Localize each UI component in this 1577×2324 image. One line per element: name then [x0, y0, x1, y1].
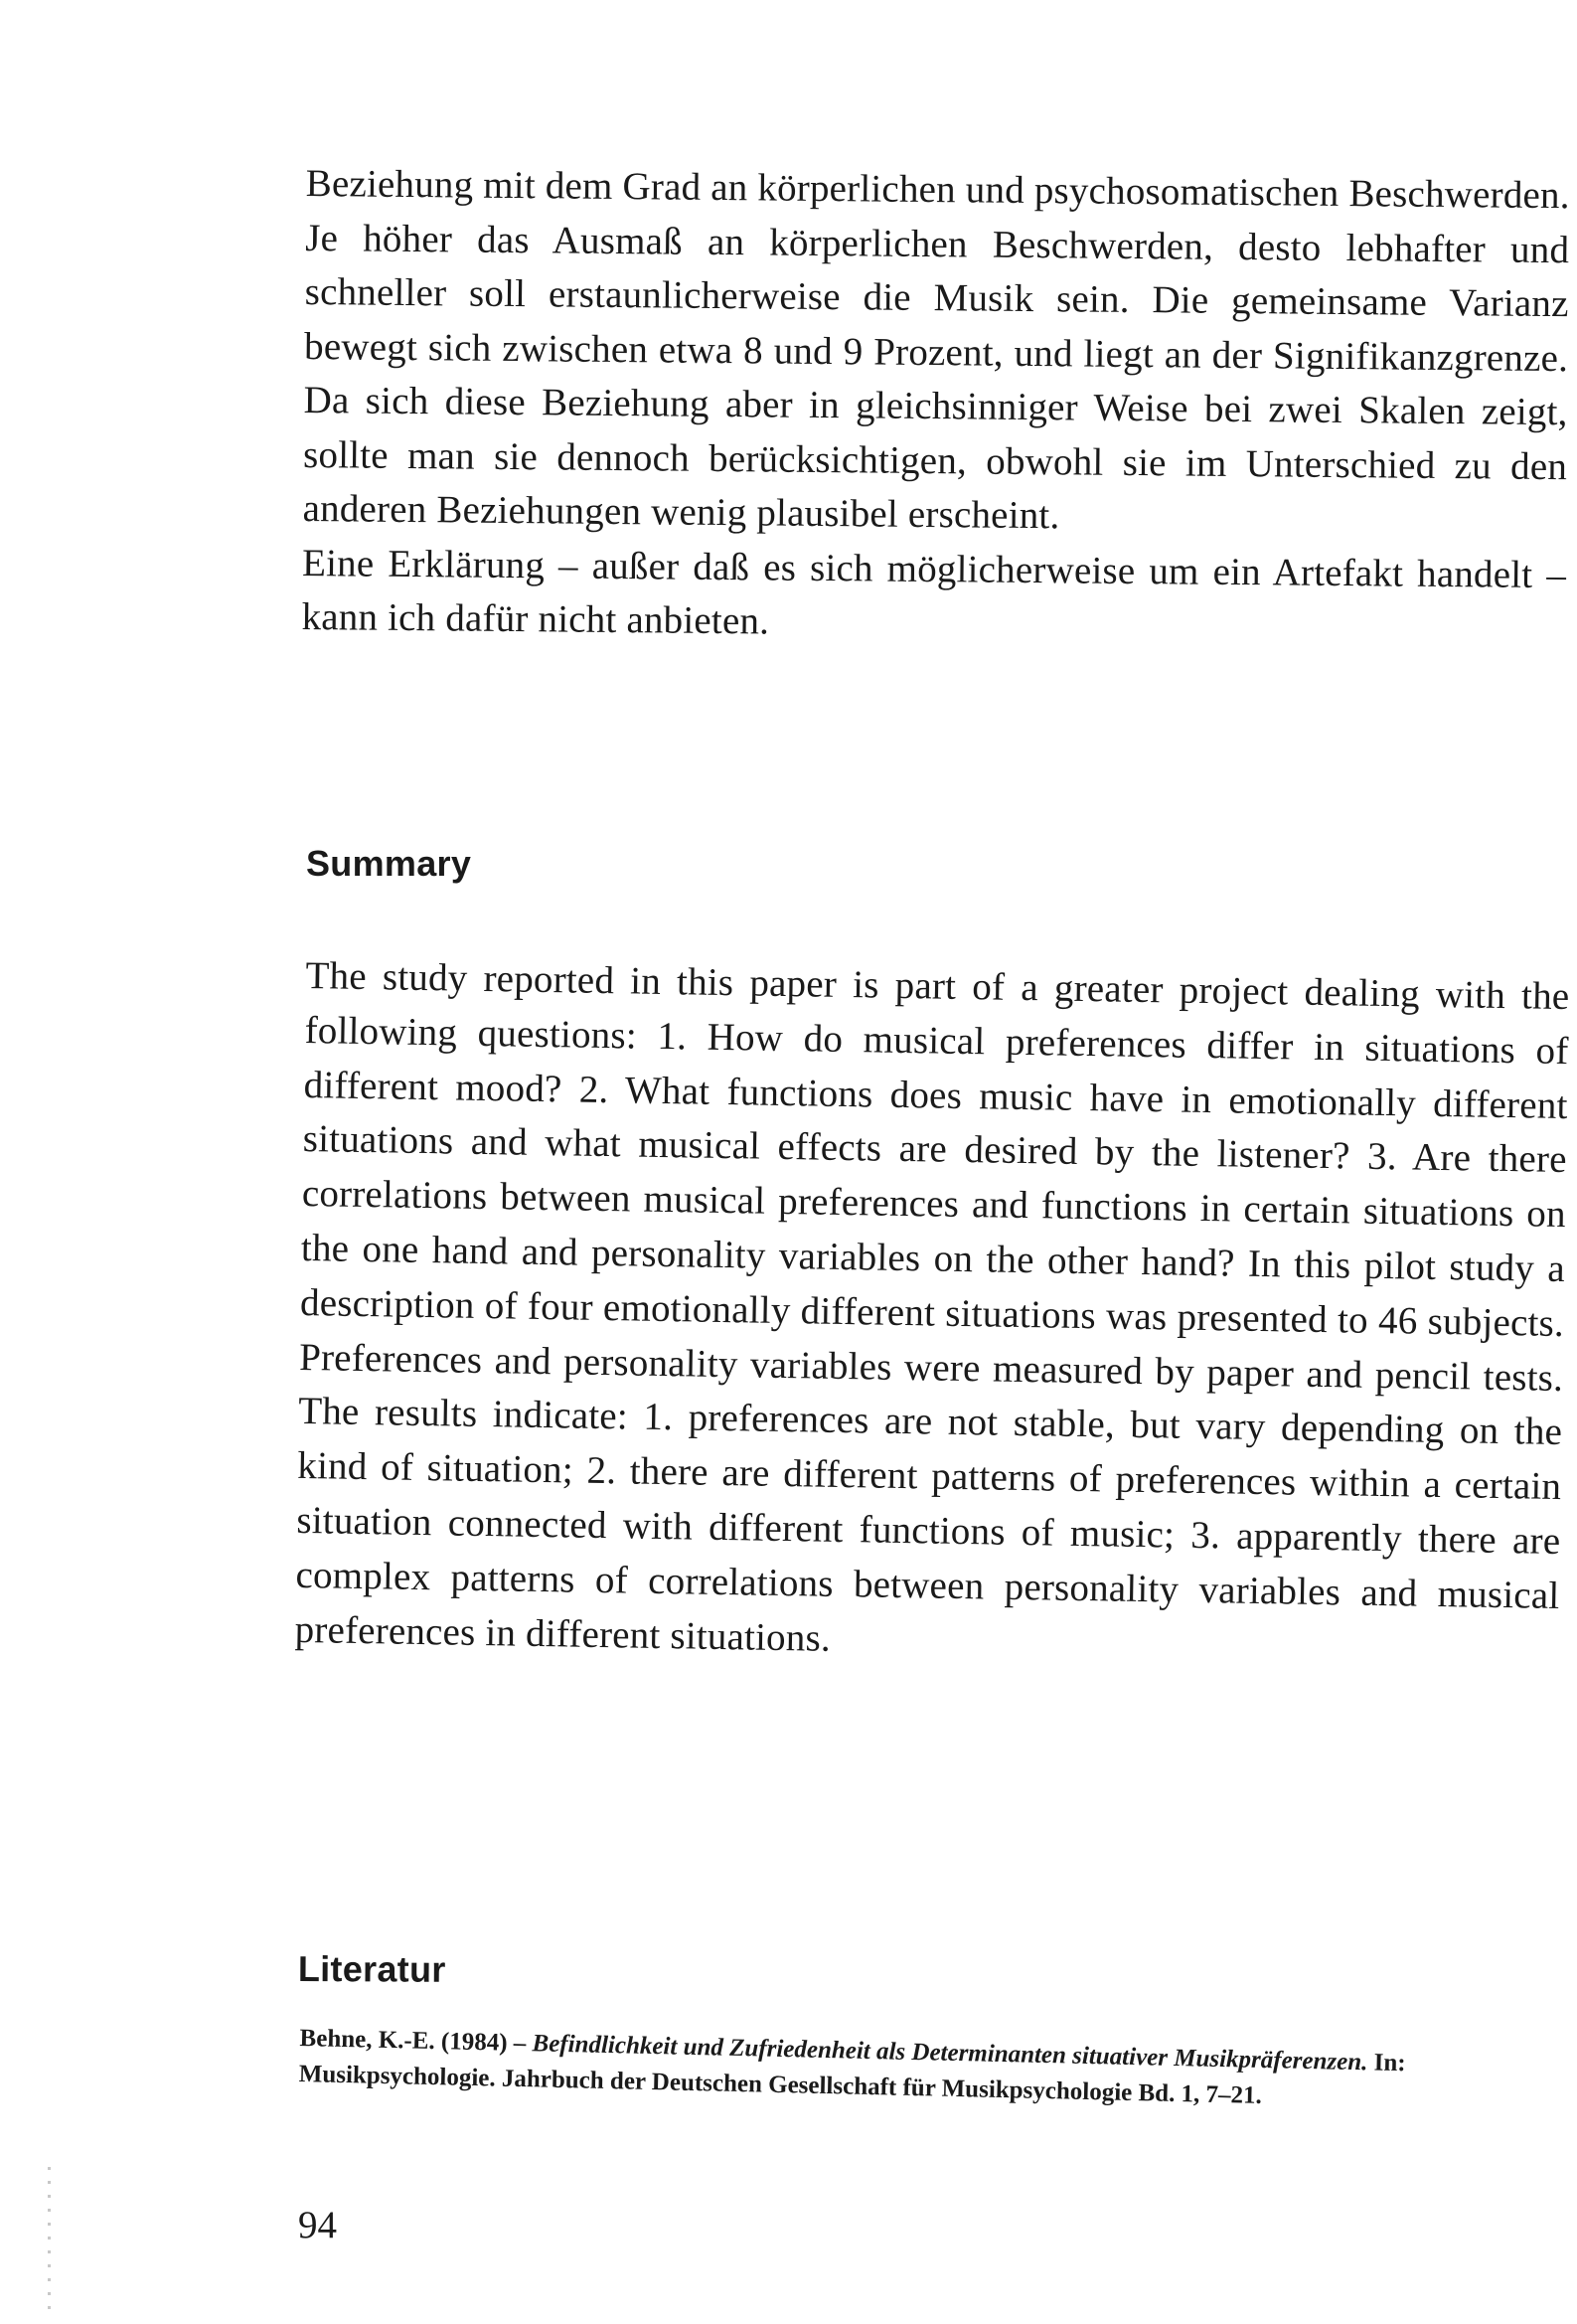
body-text-2: Eine Erklärung – außer daß es sich möglicherweise um ein Artefakt handelt – kann ich dafür nicht anbieten. — [301, 541, 1567, 643]
summary-heading: Summary — [306, 843, 472, 884]
reference-source: In: Musikpsychologie. Jahrbuch der Deutschen Gesellschaft für Musikpsychologie Bd. 1, 7–21. — [298, 2049, 1406, 2109]
scan-edge-artifact — [48, 2167, 51, 2316]
body-paragraph — [301, 157, 1570, 657]
body-text-1: Beziehung mit dem Grad an körperlichen und psychosomatischen Beschwerden. Je höher das Ausmaß an körperlichen Beschwerden, desto lebhafter und schneller soll erstaunlicherweise die Musik sein. Die gemeinsame Varianz bewegt sich zwischen etwa 8 und 9 Prozent, und liegt an der Signifikanzgrenze. Da sich diese Beziehung aber in gleichsinniger Weise bei zwei Skalen zeigt, sollte man sie dennoch berücksichtigen, obwohl sie im Unterschied zu den anderen Beziehungen wenig plausibel erscheint. — [302, 161, 1570, 538]
reference-entry — [298, 2021, 1567, 2121]
literatur-heading: Literatur — [297, 1948, 446, 1990]
reference-author: Behne, K.-E. (1984) – — [299, 2024, 527, 2058]
summary-text: The study reported in this paper is part of a greater project dealing with the following questions: 1. How do musical preferences differ in situations of different mood? 2. What functions does music have in emotionally different situations and what musical effects are desired by the listener? 3. Are there correlations between musical preferences and functions in certain situations on the one hand and personality variables on the other hand? In this pilot study a description of four emotionally different situations was presented to 46 subjects. Preferences and personality variables were measured by paper and pencil tests. The results indicate: 1. preferences are not stable, but vary depending on the kind of situation; 2. there are different patterns of preferences within a certain situation connected with different functions of music; 3. apparently there are complex patterns of correlations between personality variables and musical preferences in different situations. — [294, 953, 1570, 1660]
summary-paragraph — [294, 949, 1570, 1678]
reference-title: Befindlichkeit und Zufriedenheit als Determinanten situativer Musikpräferenzen. — [532, 2030, 1368, 2076]
page-number: 94 — [298, 2204, 337, 2246]
